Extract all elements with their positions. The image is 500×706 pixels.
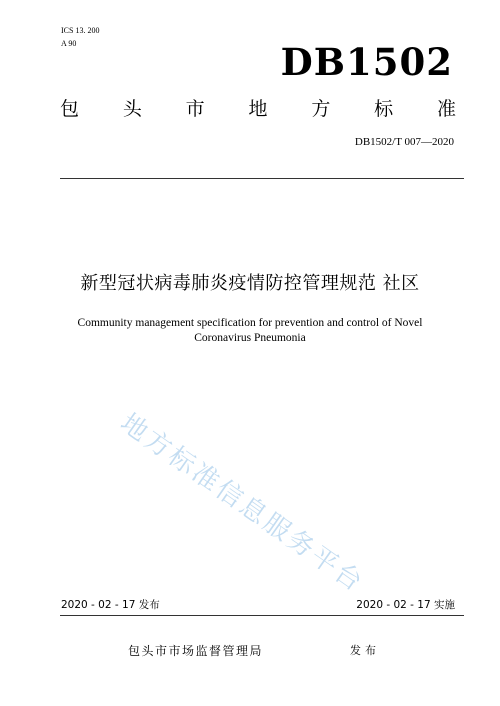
standard-level-char: 方 <box>311 98 331 120</box>
standard-code: DB1502 <box>280 40 453 84</box>
document-title-zh: 新型冠状病毒肺炎疫情防控管理规范 社区 <box>80 273 420 294</box>
standard-number: DB1502/T 007—2020 <box>354 136 454 148</box>
effective-date: 2020 - 02 - 17 实施 <box>356 599 455 611</box>
standard-level-char: 头 <box>122 98 142 120</box>
standard-level-char: 市 <box>185 98 205 120</box>
header-divider <box>60 178 464 179</box>
title-en-line: Community management specification for prevention and control of Novel <box>77 317 423 329</box>
standard-level <box>60 97 456 121</box>
publish-date: 2020 - 02 - 17 发布 <box>61 599 160 611</box>
issuing-authority: 包头市市场监督管理局 <box>128 644 264 658</box>
standard-level-char: 标 <box>374 98 394 120</box>
standard-level-char: 包 <box>60 98 80 120</box>
standard-level-char: 地 <box>248 98 268 120</box>
standard-level-char: 准 <box>436 98 456 120</box>
title-en-line: Coronavirus Pneumonia <box>194 332 306 344</box>
issue-label: 发布 <box>350 644 380 657</box>
footer-divider <box>60 615 464 616</box>
document-title-en <box>0 316 500 346</box>
ccs-code: A 90 <box>61 39 77 48</box>
watermark-text: 地方标准信息服务平台 <box>114 408 370 599</box>
ics-code: ICS 13. 200 <box>61 26 100 35</box>
watermark <box>115 408 370 599</box>
